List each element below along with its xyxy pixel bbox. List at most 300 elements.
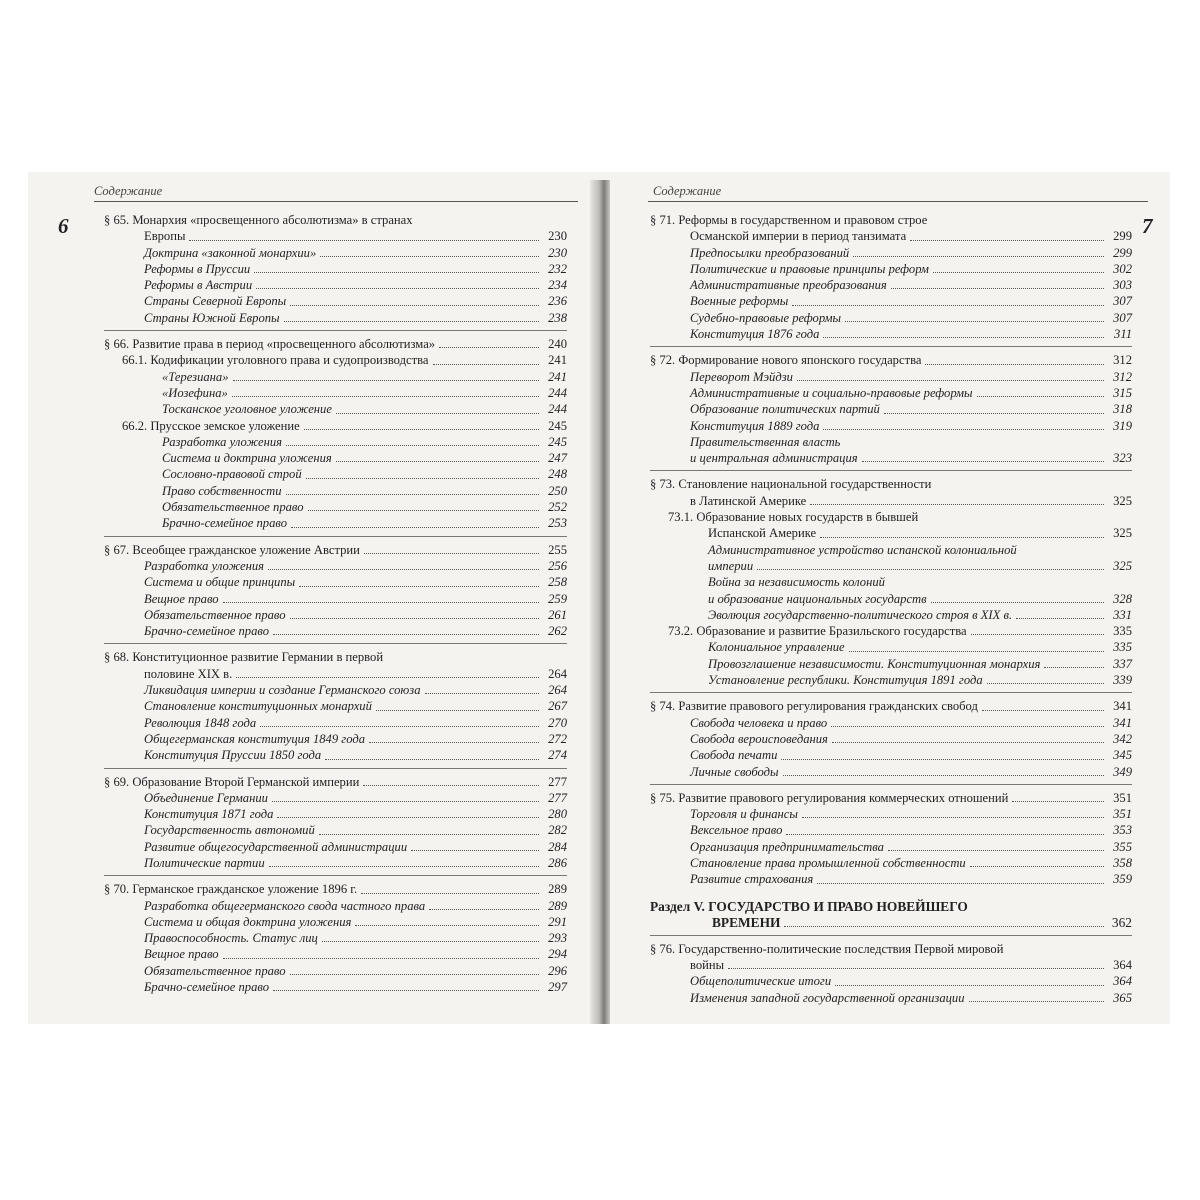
page-ref: 256 — [548, 558, 567, 573]
leader-dots — [835, 985, 1104, 986]
toc-item-text: Конституция Пруссии 1850 года — [144, 748, 322, 763]
toc-item-text: Обязательственное право — [144, 963, 286, 978]
subsection-entry-line: 73.1. Образование новых государств в бывшей — [668, 510, 919, 525]
toc-item-text: Вексельное право — [690, 823, 783, 838]
toc-item — [650, 558, 1132, 574]
leader-dots — [433, 364, 540, 365]
page-ref: 318 — [1113, 402, 1132, 417]
leader-dots — [364, 553, 539, 554]
leader-dots — [232, 396, 539, 397]
leader-dots — [757, 569, 1104, 570]
section-divider — [104, 768, 567, 769]
toc-item — [650, 326, 1132, 342]
section-entry — [104, 336, 567, 352]
page-ref: 238 — [548, 310, 567, 325]
toc-item — [104, 731, 567, 747]
subsection-entry — [104, 418, 567, 434]
page-ref: 232 — [548, 261, 567, 276]
left-page — [28, 172, 594, 1024]
page-ref: 325 — [1113, 493, 1132, 508]
page-ref: 274 — [548, 748, 567, 763]
page-ref: 364 — [1113, 958, 1132, 973]
page-ref: 245 — [548, 434, 567, 449]
section-entry-text: § 75. Развитие правового регулирования коммерческих отношений — [650, 790, 1009, 805]
page-ref: 262 — [548, 624, 567, 639]
page-ref: 272 — [548, 731, 567, 746]
toc-item-text: Ликвидация империи и создание Германского союза — [144, 683, 421, 698]
toc-item-text: Обязательственное право — [162, 500, 304, 515]
toc-item-text: Образование политических партий — [690, 402, 880, 417]
toc-item-text: «Иозефина» — [162, 385, 228, 400]
page-ref: 341 — [1113, 699, 1132, 714]
page-ref: 312 — [1113, 369, 1132, 384]
toc-item — [104, 261, 567, 277]
toc-item — [104, 914, 567, 930]
toc-item — [650, 385, 1132, 401]
leader-dots — [1016, 618, 1104, 619]
toc-item — [650, 806, 1132, 822]
page-ref: 280 — [548, 807, 567, 822]
toc-item-text: Личные свободы — [690, 764, 779, 779]
toc-item — [650, 401, 1132, 417]
toc-item — [650, 542, 1132, 558]
toc-item — [650, 764, 1132, 780]
section-divider — [104, 643, 567, 644]
toc-item — [104, 715, 567, 731]
page-ref: 284 — [548, 839, 567, 854]
toc-item-text: Разработка уложения — [162, 434, 283, 449]
leader-dots — [290, 618, 539, 619]
section-entry-text: § 69. Образование Второй Германской империи — [104, 774, 360, 789]
section-entry-text: § 66. Развитие права в период «просвещенного абсолютизма» — [104, 337, 436, 352]
page-ref: 312 — [1113, 353, 1132, 368]
page-ref: 267 — [548, 699, 567, 714]
leader-dots — [363, 785, 539, 786]
leader-dots — [832, 742, 1104, 743]
toc-item — [650, 656, 1132, 672]
toc-item — [104, 822, 567, 838]
page-ref: 270 — [548, 715, 567, 730]
leader-dots — [783, 775, 1104, 776]
leader-dots — [970, 866, 1104, 867]
toc-item — [104, 277, 567, 293]
toc-item-text: Политические и правовые принципы реформ — [690, 261, 929, 276]
toc-item-text: империи — [708, 558, 754, 573]
section-entry-text: § 70. Германское гражданское уложение 1896 г. — [104, 882, 358, 897]
page-ref: 345 — [1113, 748, 1132, 763]
section-entry — [104, 666, 567, 682]
toc-item-text: Становление права промышленной собственности — [690, 855, 966, 870]
section-divider — [650, 470, 1132, 471]
page-ref: 245 — [548, 418, 567, 433]
leader-dots — [810, 504, 1104, 505]
toc-item — [104, 515, 567, 531]
leader-dots — [336, 413, 539, 414]
leader-dots — [355, 925, 539, 926]
leader-dots — [319, 834, 539, 835]
leader-dots — [256, 288, 539, 289]
page-ref: 359 — [1113, 872, 1132, 887]
toc-item — [104, 385, 567, 401]
page-ref: 299 — [1113, 229, 1132, 244]
toc-item — [650, 639, 1132, 655]
page-ref: 325 — [1113, 526, 1132, 541]
subsection-entry-text: 73.2. Образование и развитие Бразильского государства — [668, 624, 967, 639]
toc-item — [104, 747, 567, 763]
page-ref: 337 — [1113, 656, 1132, 671]
subsection-entry — [650, 525, 1132, 541]
toc-item-text: Право собственности — [162, 483, 282, 498]
toc-item — [650, 731, 1132, 747]
leader-dots — [284, 321, 539, 322]
toc-item — [650, 310, 1132, 326]
section-divider — [104, 536, 567, 537]
page-ref: 282 — [548, 823, 567, 838]
leader-dots — [286, 445, 539, 446]
toc-item-text: Обязательственное право — [144, 607, 286, 622]
leader-dots — [982, 710, 1104, 711]
toc-item — [104, 401, 567, 417]
page-ref: 250 — [548, 483, 567, 498]
toc-item — [104, 591, 567, 607]
toc-item-text: Становление конституционных монархий — [144, 699, 372, 714]
page-ref: 302 — [1113, 261, 1132, 276]
leader-dots — [853, 256, 1104, 257]
running-head: Содержание — [653, 184, 722, 198]
toc-item — [650, 245, 1132, 261]
section-entry — [104, 881, 567, 897]
leader-dots — [977, 396, 1104, 397]
section-entry-text: § 72. Формирование нового японского государства — [650, 353, 922, 368]
section-entry-text: войны — [690, 958, 725, 973]
leader-dots — [969, 1001, 1104, 1002]
leader-dots — [189, 240, 539, 241]
table-of-contents — [104, 212, 567, 995]
page-ref: 241 — [548, 353, 567, 368]
toc-item-text: Реформы в Пруссии — [144, 261, 251, 276]
leader-dots — [862, 461, 1104, 462]
toc-item — [104, 483, 567, 499]
toc-item-text: Политические партии — [144, 855, 265, 870]
page-ref: 358 — [1113, 855, 1132, 870]
toc-item — [650, 839, 1132, 855]
leader-dots — [831, 726, 1104, 727]
toc-item-text: «Терезиана» — [162, 369, 229, 384]
section-divider — [650, 784, 1132, 785]
leader-dots — [290, 974, 539, 975]
page-ref: 293 — [548, 931, 567, 946]
part-heading-text: ВРЕМЕНИ — [712, 914, 781, 930]
toc-item-text: Колониальное управление — [708, 640, 845, 655]
page-ref: 351 — [1113, 807, 1132, 822]
toc-item-text: Конституция 1876 года — [690, 327, 820, 342]
page-ref: 362 — [1111, 914, 1132, 930]
leader-dots — [260, 726, 539, 727]
leader-dots — [223, 602, 539, 603]
toc-item-text: Объединение Германии — [144, 790, 268, 805]
toc-item-text: Административное устройство испанской колониальной — [708, 542, 1017, 557]
page-ref: 342 — [1113, 731, 1132, 746]
section-entry-text: Османской империи в период танзимата — [690, 229, 907, 244]
page-ref: 247 — [548, 451, 567, 466]
page-ref: 319 — [1113, 418, 1132, 433]
toc-item — [104, 623, 567, 639]
page-ref: 364 — [1113, 974, 1132, 989]
spacer — [650, 888, 1132, 898]
page-ref: 230 — [548, 229, 567, 244]
toc-item — [104, 839, 567, 855]
toc-item — [650, 574, 1132, 590]
page-ref: 353 — [1113, 823, 1132, 838]
page-ref: 277 — [548, 774, 567, 789]
page-ref: 339 — [1113, 673, 1132, 688]
toc-item-text: Правоспособность. Статус лиц — [144, 931, 318, 946]
section-entry-line: § 71. Реформы в государственном и правовом строе — [650, 213, 928, 227]
page-ref: 335 — [1113, 640, 1132, 655]
toc-item — [104, 607, 567, 623]
leader-dots — [817, 883, 1104, 884]
leader-dots — [1044, 667, 1104, 668]
toc-item-text: и центральная администрация — [690, 451, 858, 466]
section-entry-text: § 67. Всеобщее гражданское уложение Австрии — [104, 542, 360, 557]
leader-dots — [792, 305, 1104, 306]
page-ref: 365 — [1113, 990, 1132, 1005]
leader-dots — [931, 602, 1104, 603]
page-ref: 299 — [1113, 245, 1132, 260]
toc-item — [104, 930, 567, 946]
page-ref: 241 — [548, 369, 567, 384]
toc-item — [104, 898, 567, 914]
right-page — [608, 172, 1170, 1024]
leader-dots — [425, 693, 539, 694]
toc-item — [104, 855, 567, 871]
section-divider — [104, 330, 567, 331]
toc-item-text: Тосканское уголовное уложение — [162, 402, 332, 417]
toc-item-text: Свобода человека и право — [690, 715, 828, 730]
leader-dots — [277, 817, 539, 818]
leader-dots — [797, 380, 1104, 381]
page-ref: 323 — [1113, 451, 1132, 466]
section-entry-text: Европы — [144, 229, 186, 244]
toc-item-text: Установление республики. Конституция 1891 года — [708, 673, 983, 688]
section-divider — [650, 346, 1132, 347]
toc-item-text: Страны Южной Европы — [144, 310, 280, 325]
toc-item-text: Развитие общегосударственной администрации — [144, 839, 408, 854]
page-ref: 240 — [548, 337, 567, 352]
section-entry — [104, 542, 567, 558]
leader-dots — [236, 677, 539, 678]
leader-dots — [933, 272, 1104, 273]
leader-dots — [845, 321, 1104, 322]
leader-dots — [233, 380, 539, 381]
section-divider — [650, 692, 1132, 693]
leader-dots — [823, 429, 1104, 430]
toc-item — [650, 293, 1132, 309]
toc-item-text: Брачно-семейное право — [162, 516, 287, 531]
toc-item-text: Изменения западной государственной организации — [690, 990, 965, 1005]
page-ref: 291 — [548, 914, 567, 929]
toc-item — [104, 245, 567, 261]
section-entry-line: § 76. Государственно-политические последствия Первой мировой — [650, 941, 1004, 956]
subsection-entry-text: Испанской Америке — [708, 526, 817, 541]
toc-item-text: Судебно-правовые реформы — [690, 310, 842, 325]
toc-item — [650, 418, 1132, 434]
section-entry — [650, 790, 1132, 806]
toc-item-text: Предпосылки преобразований — [690, 245, 850, 260]
toc-item — [104, 574, 567, 590]
toc-item-text: Организация предпринимательства — [690, 839, 884, 854]
page-ref: 297 — [548, 980, 567, 995]
toc-item-text: Административные и социально-правовые реформы — [690, 385, 973, 400]
toc-item-text: Государственность автономий — [144, 823, 315, 838]
page-ref: 294 — [548, 947, 567, 962]
leader-dots — [849, 651, 1104, 652]
page-ref: 230 — [548, 245, 567, 260]
toc-item-text: Свобода вероисповедания — [690, 731, 828, 746]
section-entry-text: в Латинской Америке — [690, 493, 807, 508]
section-entry-text: половине XIX в. — [144, 666, 233, 681]
toc-item-text: Эволюция государственно-политического строя в XIX в. — [708, 607, 1013, 622]
part-heading-line — [650, 915, 1132, 931]
page-ref: 303 — [1113, 278, 1132, 293]
toc-item-text: Переворот Мэйдзи — [690, 369, 793, 384]
leader-dots — [272, 801, 539, 802]
open-book — [28, 172, 1170, 1024]
subsection-entry-text: 66.1. Кодификации уголовного права и судопроизводства — [122, 353, 429, 368]
leader-dots — [361, 893, 539, 894]
page-ref: 261 — [548, 607, 567, 622]
leader-dots — [286, 494, 539, 495]
leader-dots — [910, 240, 1104, 241]
leader-dots — [820, 537, 1104, 538]
leader-dots — [823, 337, 1104, 338]
leader-dots — [411, 850, 539, 851]
toc-item-text: Революция 1848 года — [144, 715, 257, 730]
section-entry — [650, 228, 1132, 244]
section-entry — [650, 352, 1132, 368]
leader-dots — [304, 429, 539, 430]
subsection-entry — [650, 623, 1132, 639]
leader-dots — [884, 413, 1104, 414]
leader-dots — [336, 461, 539, 462]
toc-item — [650, 369, 1132, 385]
leader-dots — [291, 527, 539, 528]
page-ref: 341 — [1113, 715, 1132, 730]
toc-item — [650, 871, 1132, 887]
leader-dots — [273, 634, 539, 635]
section-entry — [650, 957, 1132, 973]
toc-item — [104, 806, 567, 822]
page-ref: 349 — [1113, 764, 1132, 779]
toc-item-text: Административные преобразования — [690, 278, 887, 293]
toc-item — [650, 672, 1132, 688]
toc-item-text: Доктрина «законной монархии» — [144, 245, 317, 260]
page-ref: 355 — [1113, 839, 1132, 854]
part-heading: Раздел V. ГОСУДАРСТВО И ПРАВО НОВЕЙШЕГО — [650, 898, 968, 914]
leader-dots — [254, 272, 539, 273]
toc-item — [104, 499, 567, 515]
toc-item — [104, 790, 567, 806]
toc-item — [104, 558, 567, 574]
leader-dots — [223, 958, 539, 959]
toc-item-text: Военные реформы — [690, 294, 789, 309]
page-ref: 307 — [1113, 294, 1132, 309]
leader-dots — [971, 634, 1104, 635]
leader-dots — [439, 347, 539, 348]
header-rule — [648, 201, 1148, 202]
toc-item-text: Система и доктрина уложения — [162, 451, 332, 466]
toc-item-text: Страны Северной Европы — [144, 294, 287, 309]
leader-dots — [320, 256, 539, 257]
page-ref: 311 — [1114, 327, 1132, 342]
toc-item — [104, 293, 567, 309]
toc-item — [650, 434, 1132, 450]
section-entry — [104, 774, 567, 790]
toc-item-text: Вещное право — [144, 947, 219, 962]
toc-item — [650, 607, 1132, 623]
page-ref: 255 — [548, 542, 567, 557]
subsection-entry-text: 66.2. Прусское земское уложение — [122, 418, 300, 433]
page-ref: 325 — [1113, 558, 1132, 573]
leader-dots — [273, 990, 539, 991]
leader-dots — [891, 288, 1104, 289]
leader-dots — [802, 817, 1104, 818]
leader-dots — [987, 683, 1104, 684]
section-entry-line: § 65. Монархия «просвещенного абсолютизма» в странах — [104, 213, 413, 227]
toc-item — [650, 855, 1132, 871]
toc-item — [104, 682, 567, 698]
page-ref: 253 — [548, 516, 567, 531]
section-divider — [650, 935, 1132, 936]
leader-dots — [728, 968, 1104, 969]
page-ref: 331 — [1113, 607, 1132, 622]
toc-item-text: Сословно-правовой строй — [162, 467, 302, 482]
page-ref: 234 — [548, 278, 567, 293]
toc-item — [650, 973, 1132, 989]
leader-dots — [369, 742, 539, 743]
toc-item-text: Разработка общегерманского свода частного права — [144, 898, 426, 913]
toc-item-text: Конституция 1889 года — [690, 418, 820, 433]
page-ref: 351 — [1113, 790, 1132, 805]
toc-item — [650, 591, 1132, 607]
page-ref: 307 — [1113, 310, 1132, 325]
toc-item-text: и образование национальных государств — [708, 591, 927, 606]
section-entry-line: § 68. Конституционное развитие Германии в первой — [104, 650, 384, 665]
page-ref: 277 — [548, 790, 567, 805]
subsection-entry — [104, 352, 567, 368]
section-entry-line: § 73. Становление национальной государственности — [650, 477, 932, 492]
toc-item — [104, 698, 567, 714]
toc-item — [650, 261, 1132, 277]
toc-item-text: Брачно-семейное право — [144, 624, 269, 639]
header-rule — [94, 201, 578, 202]
table-of-contents — [650, 212, 1132, 1006]
page-ref: 252 — [548, 500, 567, 515]
section-entry — [104, 228, 567, 244]
toc-item — [104, 434, 567, 450]
page-ref: 264 — [548, 683, 567, 698]
toc-item-text: Вещное право — [144, 591, 219, 606]
book-gutter — [590, 180, 610, 1024]
leader-dots — [306, 478, 539, 479]
page-ref: 244 — [548, 385, 567, 400]
toc-item — [650, 277, 1132, 293]
toc-item — [650, 715, 1132, 731]
leader-dots — [429, 909, 539, 910]
leader-dots — [269, 866, 539, 867]
leader-dots — [268, 569, 539, 570]
toc-item-text: Свобода печати — [690, 748, 778, 763]
